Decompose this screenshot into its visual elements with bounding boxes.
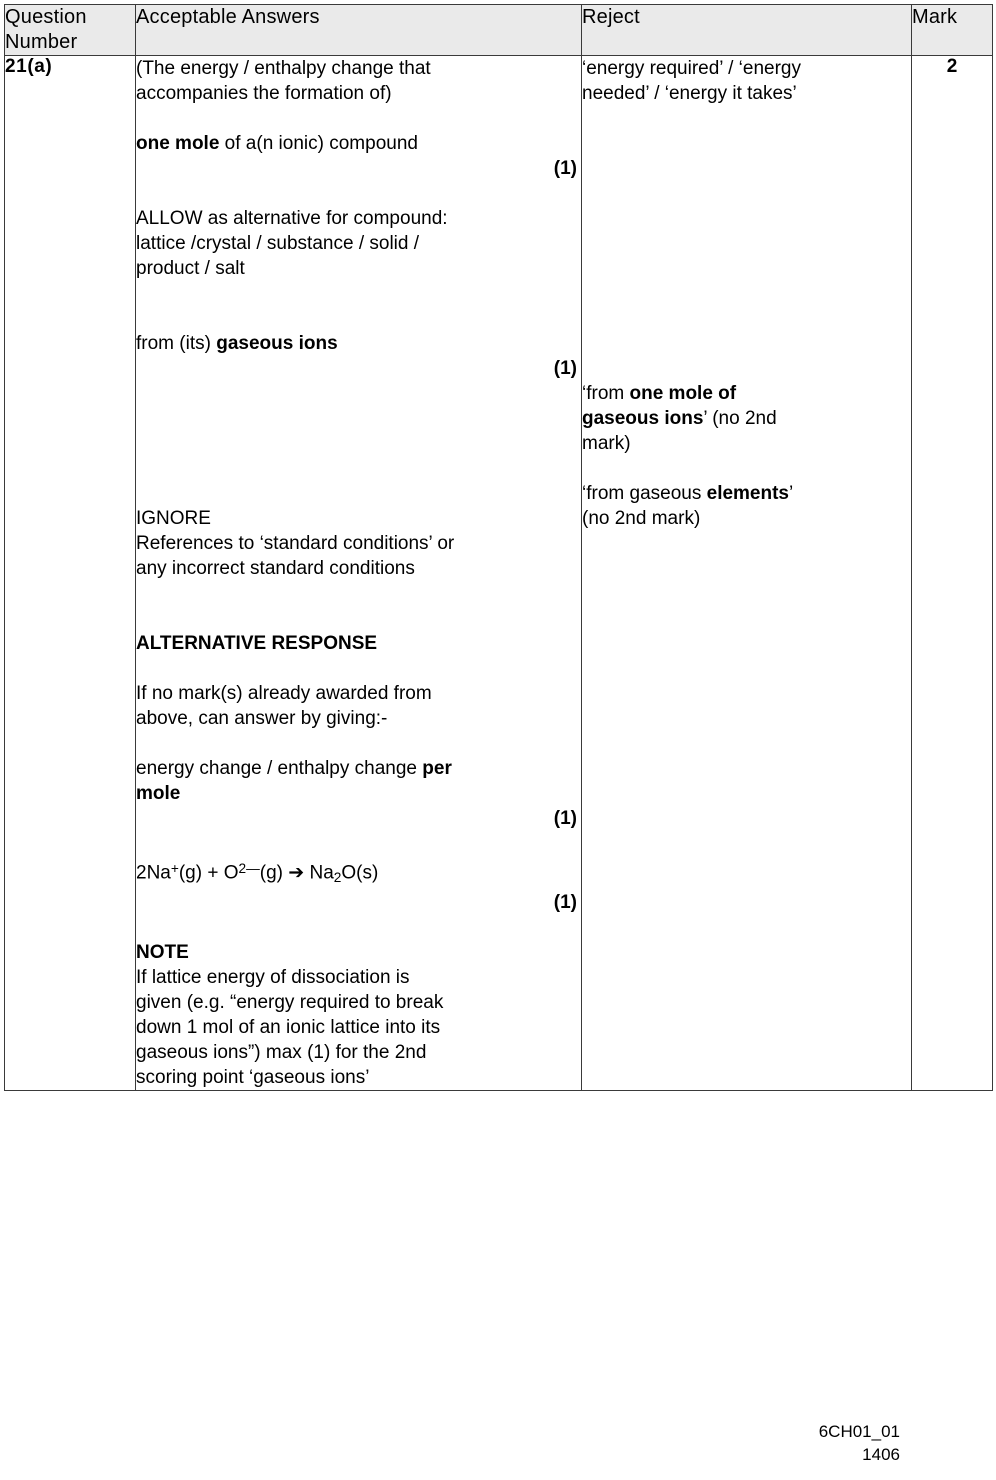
reject-second-bold-1: one mole of xyxy=(629,383,737,404)
per-mole-prefix-text: energy change / enthalpy change xyxy=(136,758,423,779)
reject-second-line-3: mark) xyxy=(582,433,631,454)
alternative-response-heading: ALTERNATIVE RESPONSE xyxy=(136,633,378,654)
cell-acceptable-answers xyxy=(136,56,582,1091)
answer-intro-line-2: accompanies the formation of) xyxy=(136,83,392,104)
reject-third-line-1 xyxy=(582,481,911,506)
note-line-1: If lattice energy of dissociation is xyxy=(136,967,410,989)
per-bold-text: per xyxy=(422,758,452,779)
reaction-arrow-icon: ➔ xyxy=(288,862,305,884)
equation-sodium-state: (g) + xyxy=(178,862,224,884)
table-header-row xyxy=(5,5,993,56)
spacer xyxy=(582,456,911,481)
from-prefix-text: from (its) xyxy=(136,333,217,354)
equation-sodium-charge: + xyxy=(170,861,179,876)
ignore-heading: IGNORE xyxy=(136,508,211,529)
reject-second-suffix: ’ (no 2nd xyxy=(703,408,777,429)
column-header-reject: Reject xyxy=(582,5,912,56)
note-line-2: given (e.g. “energy required to break xyxy=(136,992,444,1014)
markscheme-table xyxy=(4,4,993,1091)
reject-second-prefix: ‘from xyxy=(582,383,630,404)
equation-product-subscript: 2 xyxy=(333,870,342,886)
cell-question-number: 21(a) xyxy=(5,56,136,1091)
one-mole-bold-text: one mole xyxy=(136,133,220,154)
note-heading: NOTE xyxy=(136,942,189,964)
mole-bold-text: mole xyxy=(136,783,181,804)
footer-page-number: 1406 xyxy=(862,1445,900,1464)
spacer xyxy=(136,915,581,940)
note-line-3: down 1 mol of an ionic lattice into its xyxy=(136,1017,441,1039)
equation-product-symbol: Na xyxy=(304,862,334,884)
spacer xyxy=(136,181,581,206)
equation-sodium-coefficient: 2Na xyxy=(136,862,171,884)
column-header-acceptable-answers: Acceptable Answers xyxy=(136,5,582,56)
cell-mark: 2 xyxy=(912,56,993,1091)
spacer xyxy=(582,106,911,181)
answer-point-one-mole xyxy=(136,131,581,156)
alt-line-1: If no mark(s) already awarded from xyxy=(136,683,432,704)
reject-third-line-2: (no 2nd mark) xyxy=(582,508,701,529)
chemical-equation xyxy=(136,856,581,890)
spacer xyxy=(136,456,581,506)
reject-third-prefix: ‘from gaseous xyxy=(582,483,707,504)
reject-third-bold: elements xyxy=(706,483,789,504)
allow-line-1: ALLOW as alternative for compound: xyxy=(136,208,448,229)
note-line-4: gaseous ions”) max (1) for the 2nd xyxy=(136,1042,427,1064)
spacer xyxy=(582,181,911,256)
column-header-mark: Mark xyxy=(912,5,993,56)
spacer xyxy=(136,656,581,681)
allow-line-3: product / salt xyxy=(136,258,245,279)
mark-allocation-1: (1) xyxy=(553,158,577,179)
equation-oxygen-symbol: O xyxy=(223,862,239,884)
reject-second-line-2 xyxy=(582,406,911,431)
spacer xyxy=(136,281,581,331)
equation-product-rest: O(s) xyxy=(341,862,379,884)
column-header-question-number: Question Number xyxy=(5,5,136,56)
gaseous-ions-bold-text: gaseous ions xyxy=(216,333,338,354)
spacer xyxy=(582,331,911,381)
reject-second-bold-2: gaseous ions xyxy=(582,408,704,429)
mark-allocation-3: (1) xyxy=(553,808,577,829)
spacer xyxy=(136,731,581,756)
spacer xyxy=(582,256,911,331)
spacer xyxy=(136,581,581,631)
cell-reject xyxy=(582,56,912,1091)
table-row xyxy=(5,56,993,1091)
mark-allocation-4: (1) xyxy=(553,892,577,914)
ignore-line-1: References to ‘standard conditions’ or xyxy=(136,533,455,554)
reject-third-suffix: ’ xyxy=(789,483,794,504)
page-footer xyxy=(819,1420,900,1466)
spacer xyxy=(136,106,581,131)
allow-line-2: lattice /crystal / substance / solid / xyxy=(136,233,420,254)
spacer xyxy=(136,831,581,856)
mark-allocation-2: (1) xyxy=(553,358,577,379)
note-line-5: scoring point ‘gaseous ions’ xyxy=(136,1067,370,1089)
alt-line-2: above, can answer by giving:- xyxy=(136,708,388,729)
equation-oxygen-state: (g) xyxy=(259,862,289,884)
equation-oxygen-charge: 2— xyxy=(238,861,260,876)
reject-line-2: needed’ / ‘energy it takes’ xyxy=(582,83,797,104)
spacer xyxy=(136,381,581,456)
ignore-line-2: any incorrect standard conditions xyxy=(136,558,415,579)
footer-paper-code: 6CH01_01 xyxy=(818,1422,900,1441)
one-mole-rest-text: of a(n ionic) compound xyxy=(219,133,418,154)
answer-point-gaseous-ions xyxy=(136,331,581,356)
reject-line-1: ‘energy required’ / ‘energy xyxy=(582,58,801,79)
reject-second-line-1 xyxy=(582,381,911,406)
answer-point-per-mole xyxy=(136,756,581,781)
answer-intro-line-1: (The energy / enthalpy change that xyxy=(136,58,431,79)
